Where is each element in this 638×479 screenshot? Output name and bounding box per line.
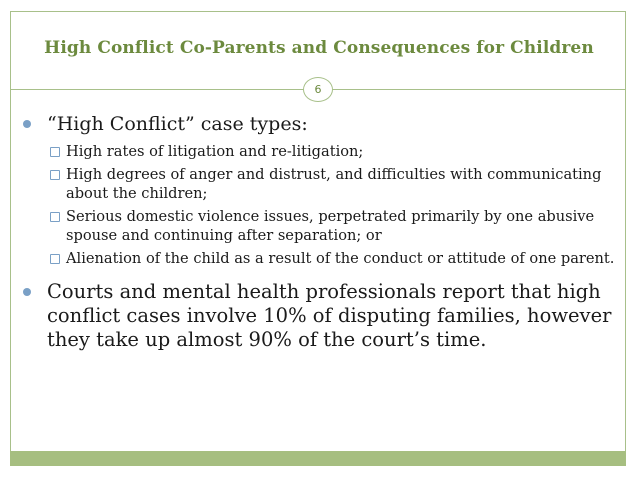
bullet-case-types-label: “High Conflict” case types: <box>47 113 308 135</box>
sub-bullet-text: Alienation of the child as a result of the conduct or attitude of one parent. <box>66 250 615 267</box>
page-number-badge: 6 <box>303 77 333 102</box>
bullet-court-time-label: Courts and mental health professionals report that high conflict cases involve 10% of disputing families, however they take up almost 90% of the court’s time. <box>47 280 612 351</box>
sub-bullet-text: High rates of litigation and re-litigation; <box>66 143 364 160</box>
slide-title: High Conflict Co-Parents and Consequences for Children <box>44 38 594 58</box>
hollow-square-bullet-icon <box>50 170 60 180</box>
slide-content <box>20 112 620 352</box>
bullet-case-types <box>20 112 620 136</box>
bullet-court-time <box>20 280 620 352</box>
sub-bullet-domestic-violence <box>20 207 620 245</box>
sub-bullet-text: High degrees of anger and distrust, and difficulties with communicating about the children; <box>66 166 602 202</box>
hollow-square-bullet-icon <box>50 254 60 264</box>
sub-bullet-litigation <box>20 142 620 161</box>
hollow-square-bullet-icon <box>50 147 60 157</box>
sub-bullet-alienation <box>20 249 620 268</box>
filled-circle-bullet-icon <box>23 288 31 296</box>
bottom-accent-bar <box>10 451 626 466</box>
sub-bullet-anger-distrust <box>20 165 620 203</box>
case-types-sublist <box>20 142 620 268</box>
hollow-square-bullet-icon <box>50 212 60 222</box>
sub-bullet-text: Serious domestic violence issues, perpetrated primarily by one abusive spouse and continuing after separation; or <box>66 208 595 244</box>
filled-circle-bullet-icon <box>23 120 31 128</box>
